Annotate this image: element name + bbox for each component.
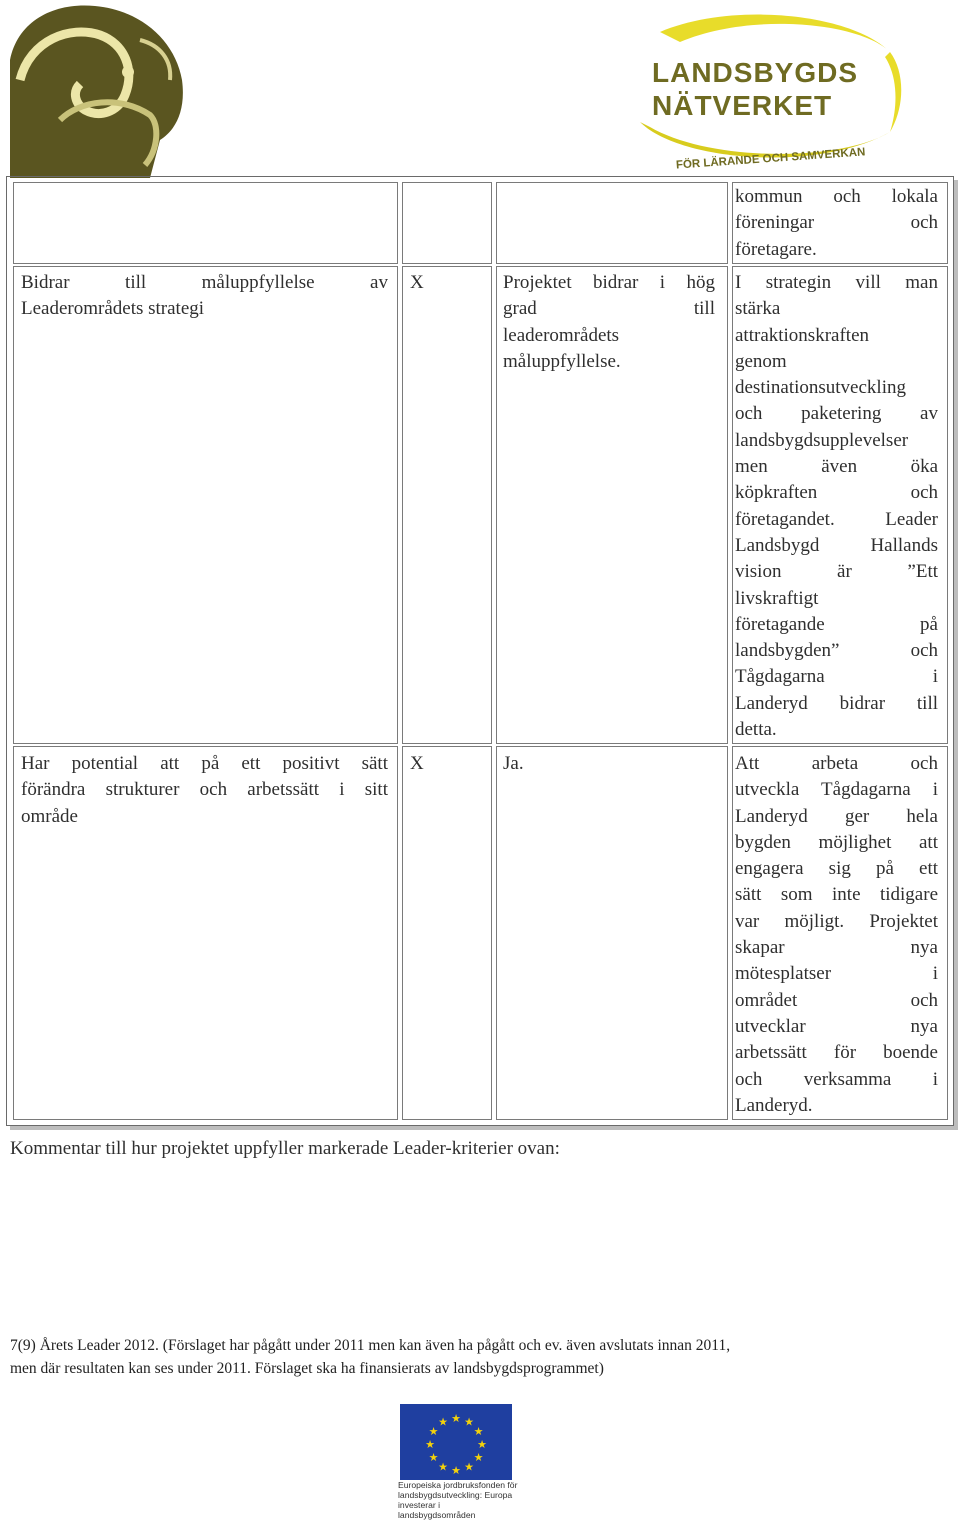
text-line: Tågdagarna i	[735, 666, 938, 688]
svg-text:★: ★	[438, 1460, 448, 1474]
text-line: genom	[735, 350, 787, 372]
text-line: destinationsutveckling	[735, 377, 906, 399]
text-line: leaderområdets	[503, 324, 620, 346]
table-shadow-right	[954, 180, 958, 1130]
text-line: landsbygdsupplevelser	[735, 429, 909, 451]
text-line: Landeryd ger hela	[735, 805, 938, 827]
text-line: kommun och lokala	[735, 186, 938, 207]
text-line: arbetssätt för boende	[735, 1042, 938, 1064]
text-line: Har potential att på ett positivt sätt	[21, 753, 388, 774]
logo-line-2: NÄTVERKET	[652, 90, 833, 121]
text-line: I strategin vill man	[735, 272, 938, 293]
text-line: vision är ”Ett	[735, 561, 938, 583]
text-line: Projektet bidrar i hög	[503, 272, 715, 293]
row1-criterion-text	[21, 270, 388, 323]
logo-line-1: LANDSBYGDS	[652, 57, 859, 88]
text-line: grad till	[503, 298, 715, 320]
text-line: Landeryd.	[735, 1094, 813, 1116]
eu-caption-line: landsbygdsutveckling: Europa	[398, 1490, 513, 1500]
text-line: engagera sig på ett	[735, 858, 938, 880]
text-line: livskraftigt	[735, 587, 819, 609]
row0-criterion-cell	[13, 182, 398, 264]
text-line: Leaderområdets strategi	[21, 298, 205, 320]
row0-answer-cell	[496, 182, 728, 264]
row2-answer-cell	[496, 746, 728, 1120]
text-line: och paketering av	[735, 403, 938, 425]
text-line: måluppfyllelse.	[503, 350, 621, 372]
svg-text:★: ★	[425, 1438, 435, 1451]
footer-line-2: men där resultaten kan ses under 2011. Förslaget ska ha finansierats av landsbygdsprogrammet)	[10, 1360, 604, 1377]
row1-mark-cell	[402, 266, 492, 744]
svg-text:★: ★	[477, 1438, 487, 1451]
text-line: utvecklar nya	[735, 1015, 938, 1037]
logo-tagline: FÖR LÄRANDE OCH SAMVERKAN	[675, 146, 866, 172]
text-line: utveckla Tågdagarna i	[735, 779, 938, 801]
text-line: Bidrar till måluppfyllelse av	[21, 272, 388, 293]
row2-mark-cell	[402, 746, 492, 1120]
svg-text:★: ★	[451, 1412, 461, 1425]
landsbygdsnatverket-logo	[620, 12, 920, 172]
svg-text:★: ★	[473, 1451, 484, 1464]
text-line: skapar nya	[735, 937, 938, 959]
svg-text:★: ★	[451, 1464, 461, 1477]
row1-answer-text	[503, 270, 715, 375]
text-line: föreningar och	[735, 212, 938, 234]
text-line: Att arbeta och	[735, 753, 938, 774]
row2-comment-text	[735, 751, 938, 1119]
text-line: bygden möjlighet att	[735, 831, 938, 853]
text-line: men även öka	[735, 456, 938, 478]
text-line: mötesplatser i	[735, 963, 938, 985]
svg-text:★: ★	[428, 1425, 439, 1438]
svg-text:★: ★	[438, 1415, 448, 1429]
eu-stars-icon	[400, 1404, 512, 1480]
ram-logo	[0, 0, 200, 178]
table-shadow-bottom	[10, 1126, 958, 1130]
eu-caption	[398, 1480, 518, 1520]
eu-caption-line: investerar i landsbygdsområden	[398, 1500, 476, 1520]
row2-criterion-text	[21, 751, 388, 830]
page-footer	[10, 1334, 930, 1380]
row2-mark: X	[410, 753, 424, 774]
text-line: Landsbygd Hallands	[735, 534, 938, 556]
text-line: företagare.	[735, 238, 817, 260]
text-line: Landeryd bidrar till	[735, 692, 938, 714]
row2-answer-text	[503, 751, 715, 777]
text-line: köpkraften och	[735, 482, 938, 504]
row0-mark-cell	[402, 182, 492, 264]
svg-text:★: ★	[428, 1451, 439, 1464]
text-line: området och	[735, 989, 938, 1011]
text-line: attraktionskraften	[735, 324, 870, 346]
svg-text:★: ★	[473, 1425, 484, 1438]
text-line: område	[21, 805, 78, 827]
text-line: stärka	[735, 298, 781, 320]
row1-comment-text	[735, 270, 938, 743]
svg-text:★: ★	[464, 1415, 474, 1429]
comment-heading: Kommentar till hur projektet uppfyller markerade Leader-kriterier ovan:	[10, 1138, 560, 1159]
text-line: var möjligt. Projektet	[735, 910, 938, 932]
text-line: Ja.	[503, 753, 524, 774]
text-line: företagandet. Leader	[735, 508, 938, 530]
text-line: sätt som inte tidigare	[735, 884, 938, 906]
text-line: detta.	[735, 719, 777, 741]
eu-caption-line: Europeiska jordbruksfonden för	[398, 1480, 518, 1490]
text-line: förändra strukturer och arbetssätt i sitt	[21, 779, 388, 801]
text-line: företagande på	[735, 613, 938, 635]
svg-text:★: ★	[464, 1460, 474, 1474]
eu-flag-icon	[400, 1404, 512, 1480]
text-line: och verksamma i	[735, 1068, 938, 1090]
row1-criterion-cell	[13, 266, 398, 744]
footer-line-1: 7(9) Årets Leader 2012. (Förslaget har pågått under 2011 men kan även ha pågått och ev. även avslutats innan 2011,	[10, 1337, 731, 1354]
row1-mark: X	[410, 272, 424, 293]
row0-comment-text	[735, 184, 938, 263]
text-line: landsbygden” och	[735, 640, 938, 662]
